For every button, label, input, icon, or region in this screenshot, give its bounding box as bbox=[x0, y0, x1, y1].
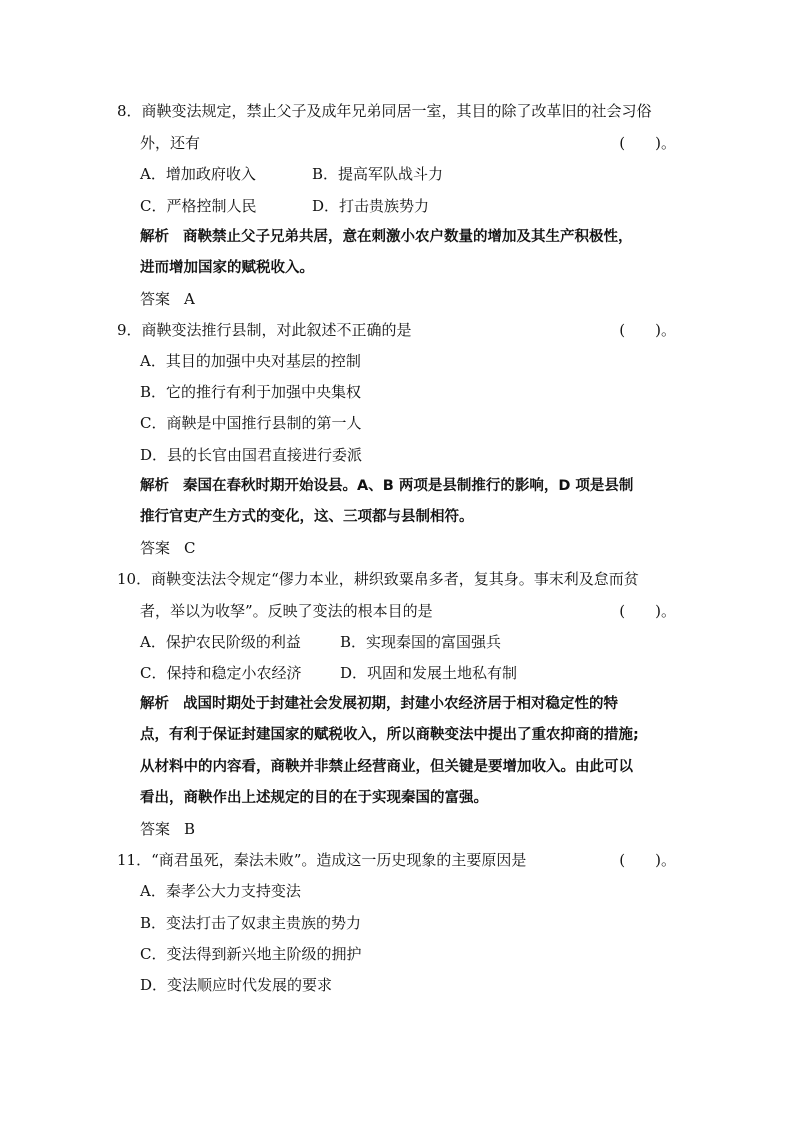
question-11-answer-blank: ( )。 bbox=[619, 851, 676, 869]
question-10-analysis-cont-1: 点，有利于保证封建国家的赋税收入，所以商鞅变法中提出了重农抑商的措施; bbox=[140, 727, 639, 743]
analysis-text: 商鞅禁止父子兄弟共居，意在刺激小农户数量的增加及其生产积极性， bbox=[183, 229, 633, 245]
question-9-option-a: A．其目的加强中央对基层的控制 bbox=[140, 352, 361, 370]
question-10-analysis-cont-2: 从材料中的内容看，商鞅并非禁止经营商业，但关键是要增加收入。由此可以 bbox=[140, 759, 633, 775]
question-9-option-b: B．它的推行有利于加强中央集权 bbox=[140, 383, 362, 401]
question-10-analysis-cont-3: 看出，商鞅作出上述规定的目的在于实现秦国的富强。 bbox=[140, 790, 488, 806]
question-8-stem: 8．商鞅变法规定，禁止父子及成年兄弟同居一室，其目的除了改革旧的社会习俗 bbox=[117, 102, 652, 120]
question-8-option-b: B．提高军队战斗力 bbox=[312, 165, 444, 183]
answer-value: C bbox=[184, 539, 196, 557]
question-10-stem: 10．商鞅变法法令规定“僇力本业，耕织致粟帛多者，复其身。事末利及怠而贫 bbox=[117, 570, 639, 588]
question-11-option-c: C．变法得到新兴地主阶级的拥护 bbox=[140, 945, 362, 963]
answer-label: 答案 bbox=[140, 820, 171, 838]
analysis-label: 解析 bbox=[140, 229, 169, 245]
question-10-analysis bbox=[140, 694, 618, 714]
answer-value: A bbox=[184, 290, 195, 308]
question-9-answer-blank: ( )。 bbox=[619, 321, 676, 339]
question-10-option-d: D．巩固和发展土地私有制 bbox=[340, 664, 518, 682]
question-8-option-d: D．打击贵族势力 bbox=[312, 197, 430, 215]
question-8-answer-blank: ( )。 bbox=[619, 134, 676, 152]
question-10-answer-blank: ( )。 bbox=[619, 602, 676, 620]
question-10-option-b: B．实现秦国的富国强兵 bbox=[340, 633, 502, 651]
question-8-analysis bbox=[140, 227, 633, 247]
question-10-stem-cont: 者，举以为收孥”。反映了变法的根本目的是 bbox=[140, 602, 433, 620]
question-9-option-c: C．商鞅是中国推行县制的第一人 bbox=[140, 414, 362, 432]
question-9-analysis bbox=[140, 476, 633, 496]
analysis-text: 秦国在春秋时期开始设县。A、B 两项是县制推行的影响，D 项是县制 bbox=[183, 478, 634, 494]
question-8-stem-cont: 外，还有 bbox=[140, 134, 201, 152]
question-11-option-b: B．变法打击了奴隶主贵族的势力 bbox=[140, 914, 362, 932]
question-9-option-d: D．县的长官由国君直接进行委派 bbox=[140, 446, 363, 464]
question-11-stem: 11．“商君虽死，秦法未败”。造成这一历史现象的主要原因是 bbox=[117, 851, 527, 869]
question-10-answer bbox=[140, 819, 195, 839]
question-8-option-c: C．严格控制人民 bbox=[140, 197, 257, 215]
analysis-text: 战国时期处于封建社会发展初期，封建小农经济居于相对稳定性的特 bbox=[183, 696, 618, 712]
analysis-label: 解析 bbox=[140, 696, 169, 712]
question-11-option-d: D．变法顺应时代发展的要求 bbox=[140, 976, 333, 994]
question-9-stem: 9．商鞅变法推行县制，对此叙述不正确的是 bbox=[117, 321, 412, 339]
question-8-analysis-cont: 进而增加国家的赋税收入。 bbox=[140, 260, 314, 276]
answer-value: B bbox=[184, 820, 196, 838]
question-8-answer bbox=[140, 289, 195, 309]
question-9-analysis-cont: 推行官吏产生方式的变化，这、三项都与县制相符。 bbox=[140, 509, 474, 525]
question-10-option-a: A．保护农民阶级的利益 bbox=[140, 633, 301, 651]
question-8-option-a: A．增加政府收入 bbox=[140, 165, 256, 183]
question-10-option-c: C．保持和稳定小农经济 bbox=[140, 664, 302, 682]
analysis-label: 解析 bbox=[140, 478, 169, 494]
question-11-option-a: A．秦孝公大力支持变法 bbox=[140, 882, 301, 900]
question-9-answer bbox=[140, 538, 196, 558]
answer-label: 答案 bbox=[140, 539, 171, 557]
answer-label: 答案 bbox=[140, 290, 171, 308]
